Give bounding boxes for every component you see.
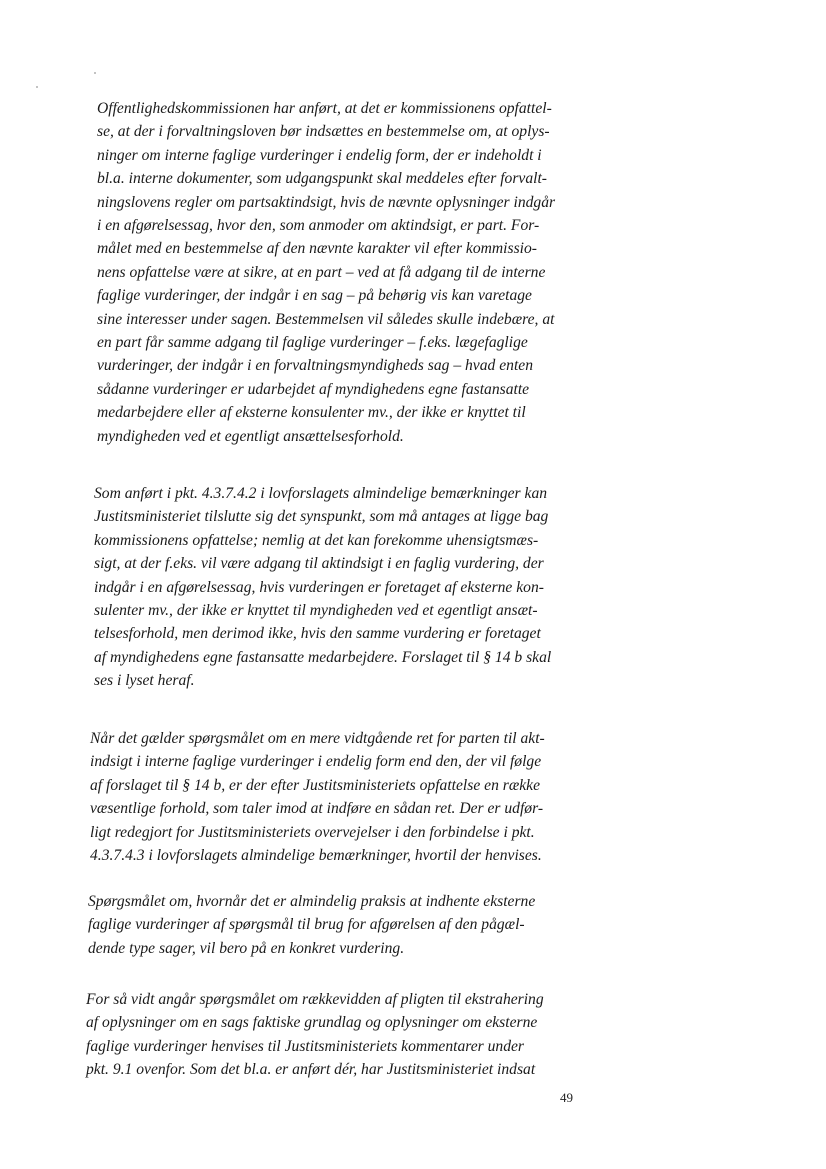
- scan-speck: [36, 86, 38, 88]
- text-line: medarbejdere eller af eksterne konsulenter mv., der ikke er knyttet til: [97, 404, 526, 422]
- text-line: bl.a. interne dokumenter, som udgangspunkt skal meddeles efter forvalt-: [97, 170, 547, 188]
- text-line: sine interesser under sagen. Bestemmelsen vil således skulle indebære, at: [97, 310, 555, 328]
- paragraph-2: [94, 482, 551, 693]
- text-line: Som anført i pkt. 4.3.7.4.2 i lovforslagets almindelige bemærkninger kan: [94, 485, 548, 502]
- text-line: faglige vurderinger henvises til Justitsministeriets kommentarer under: [86, 1037, 525, 1055]
- text-line: Offentlighedskommissionen har anført, at det er kommissionens opfattel-: [97, 100, 552, 117]
- text-line: i en afgørelsessag, hvor den, som anmoder om aktindsigt, er part. For-: [97, 217, 540, 235]
- text-line: ses i lyset heraf.: [94, 672, 195, 690]
- text-line: målet med en bestemmelse af den nævnte karakter vil efter kommissio-: [97, 240, 537, 258]
- text-line: Justitsministeriet tilslutte sig det synspunkt, som må antages at ligge bag: [94, 508, 549, 526]
- text-line: Når det gælder spørgsmålet om en mere vidtgående ret for parten til akt-: [90, 730, 545, 747]
- page-number: 49: [560, 1090, 573, 1105]
- paragraph-5: [86, 988, 544, 1082]
- text-line: af oplysninger om en sags faktiske grundlag og oplysninger om eksterne: [86, 1014, 538, 1032]
- text-line: væsentlige forhold, som taler imod at indføre en sådan ret. Der er udfør-: [90, 800, 544, 818]
- text-line: faglige vurderinger af spørgsmål til brug for afgørelsen af den pågæl-: [88, 916, 525, 934]
- paragraph-1: [97, 97, 555, 448]
- text-line: nens opfattelse være at sikre, at en part – ved at få adgang til de interne: [97, 263, 546, 281]
- text-line: se, at der i forvaltningsloven bør indsættes en bestemmelse om, at oplys-: [97, 123, 550, 141]
- text-line: pkt. 9.1 ovenfor. Som det bl.a. er anført dér, har Justitsministeriet indsat: [86, 1061, 536, 1079]
- text-line: myndigheden ved et egentligt ansættelsesforhold.: [97, 427, 404, 445]
- text-line: af myndighedens egne fastansatte medarbejdere. Forslaget til § 14 b skal: [94, 648, 552, 666]
- text-line: ningslovens regler om partsaktindsigt, hvis de nævnte oplysninger indgår: [97, 193, 556, 211]
- text-line: vurderinger, der indgår i en forvaltningsmyndigheds sag – hvad enten: [97, 357, 533, 375]
- text-line: sådanne vurderinger er udarbejdet af myndighedens egne fastansatte: [97, 380, 530, 398]
- paragraph-4: [88, 890, 535, 960]
- text-line: 4.3.7.4.3 i lovforslagets almindelige bemærkninger, hvortil der henvises.: [90, 847, 542, 865]
- scan-speck: [94, 72, 96, 74]
- text-line: telsesforhold, men derimod ikke, hvis den samme vurdering er foretaget: [94, 625, 541, 643]
- text-line: faglige vurderinger, der indgår i en sag – på behørig vis kan varetage: [97, 287, 532, 305]
- text-line: dende type sager, vil bero på en konkret vurdering.: [88, 939, 405, 957]
- text-line: indsigt i interne faglige vurderinger i endelig form end den, der vil følge: [90, 753, 542, 771]
- text-line: ligt redegjort for Justitsministeriets overvejelser i den forbindelse i pkt.: [90, 823, 535, 841]
- paragraph-3: [90, 727, 545, 867]
- text-line: indgår i en afgørelsessag, hvis vurderingen er foretaget af eksterne kon-: [94, 578, 544, 596]
- text-line: Spørgsmålet om, hvornår det er almindelig praksis at indhente eksterne: [88, 893, 536, 910]
- text-line: kommissionens opfattelse; nemlig at det kan forekomme uhensigtsmæs-: [94, 531, 539, 549]
- text-line: en part får samme adgang til faglige vurderinger – f.eks. lægefaglige: [97, 334, 528, 352]
- text-line: For så vidt angår spørgsmålet om rækkevidden af pligten til ekstrahering: [86, 991, 544, 1008]
- text-line: sigt, at der f.eks. vil være adgang til aktindsigt i en faglig vurdering, der: [94, 555, 544, 573]
- text-line: sulenter mv., der ikke er knyttet til myndigheden ved et egentligt ansæt-: [94, 602, 538, 620]
- text-line: ninger om interne faglige vurderinger i endelig form, der er indeholdt i: [97, 146, 542, 164]
- text-line: af forslaget til § 14 b, er der efter Justitsministeriets opfattelse en række: [90, 776, 540, 794]
